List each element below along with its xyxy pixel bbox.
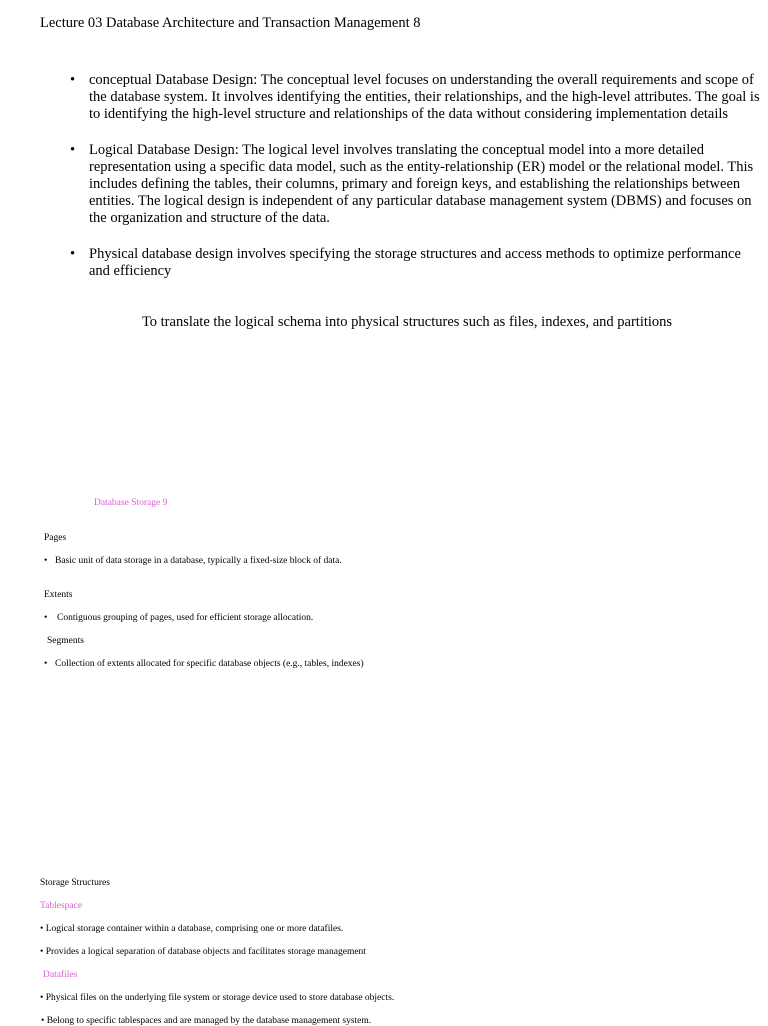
extents-heading: Extents xyxy=(44,590,73,600)
section-title-storage-structures: Storage Structures xyxy=(40,878,110,888)
tablespace-heading: Tablespace xyxy=(40,901,83,911)
extents-description xyxy=(44,613,313,623)
bullet-icon: • xyxy=(70,72,76,88)
bullet-icon: • xyxy=(70,142,76,158)
list-item xyxy=(70,72,760,123)
list-item-text: conceptual Database Design: The conceptual level focuses on understanding the overall requirements and scope of the database system. It involves identifying the entities, their relationships, and the high-level attributes. The goal is to identifying the high-level structure and relationships of the data without considering implementation details xyxy=(89,72,760,122)
segments-heading: Segments xyxy=(47,636,84,646)
datafiles-line-2: • Belong to specific tablespaces and are managed by the database management system. xyxy=(41,1016,372,1026)
bullet-icon: • xyxy=(44,556,48,566)
bullet-icon: • xyxy=(44,613,48,623)
segments-description xyxy=(44,659,364,669)
list-item-text: Physical database design involves specifying the storage structures and access methods to optimize performance and efficiency xyxy=(89,246,741,279)
summary-line: To translate the logical schema into physical structures such as files, indexes, and partitions xyxy=(141,314,673,330)
pages-text: Basic unit of data storage in a database, typically a fixed-size block of data. xyxy=(55,556,342,566)
bullet-icon: • xyxy=(70,246,76,262)
pages-description xyxy=(44,556,342,566)
datafiles-line-1: • Physical files on the underlying file system or storage device used to store database objects. xyxy=(40,993,395,1003)
bullet-icon: • xyxy=(44,659,48,669)
list-item xyxy=(70,246,760,280)
tablespace-line-1: • Logical storage container within a database, comprising one or more datafiles. xyxy=(40,924,344,934)
list-item-text: Logical Database Design: The logical level involves translating the conceptual model into a more detailed representation using a specific data model, such as the entity-relationship (ER) model or the relational model. This includes defining the tables, their columns, primary and foreign keys, and establishing the relationships between entities. The logical design is independent of any particular database management system (DBMS) and focuses on the organization and structure of the data. xyxy=(89,142,754,226)
design-levels-list xyxy=(70,72,760,299)
tablespace-line-2: • Provides a logical separation of database objects and facilitates storage management xyxy=(40,947,366,957)
page-title: Lecture 03 Database Architecture and Transaction Management 8 xyxy=(40,15,421,31)
section-title-database-storage: Database Storage 9 xyxy=(94,498,168,508)
segments-text: Collection of extents allocated for specific database objects (e.g., tables, indexes) xyxy=(55,659,364,669)
pages-heading: Pages xyxy=(44,533,67,543)
list-item xyxy=(70,142,760,227)
datafiles-heading: Datafiles xyxy=(43,970,78,980)
extents-text: Contiguous grouping of pages, used for efficient storage allocation. xyxy=(57,613,314,623)
